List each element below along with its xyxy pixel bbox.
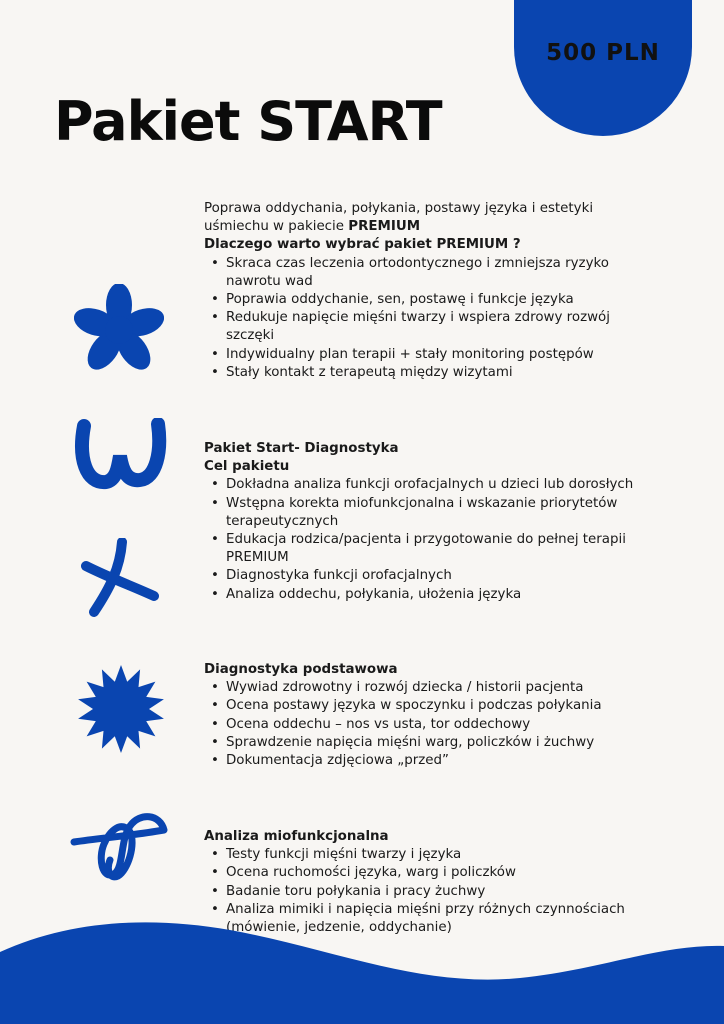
- intro-question-text: Dlaczego warto wybrać pakiet PREMIUM ?: [204, 237, 521, 253]
- intro-text: Poprawa oddychania, połykania, postawy języka i estetyki uśmiechu w pakiecie: [204, 201, 594, 235]
- list-item: • Analiza mimiki i napięcia mięśni przy różnych czynnościach (mówienie, jedzenie, oddychanie): [204, 901, 644, 937]
- list-item: • Stały kontakt z terapeutą między wizytami: [204, 364, 644, 382]
- myo-heading-text: Analiza miofunkcjonalna: [204, 829, 389, 844]
- list-item: • Redukuje napięcie mięśni twarzy i wspiera zdrowy rozwój szczęki: [204, 309, 644, 345]
- price-label: 500 PLN: [546, 40, 660, 66]
- basic-list: [204, 679, 644, 770]
- squiggle-w-shape-icon: [72, 418, 170, 492]
- list-item: • Poprawia oddychanie, sen, postawę i funkcje języka: [204, 291, 644, 309]
- intro-section: [204, 200, 644, 382]
- flower-shape-icon: [74, 284, 164, 376]
- loop-scribble-shape-icon: [70, 808, 170, 884]
- list-item: • Ocena postawy języka w spoczynku i podczas połykania: [204, 697, 644, 715]
- basic-section: [204, 661, 644, 770]
- list-item: • Diagnostyka funkcji orofacjalnych: [204, 567, 644, 585]
- benefits-list: [204, 255, 644, 382]
- list-item: • Testy funkcji mięśni twarzy i języka: [204, 846, 644, 864]
- diagnostics-section: [204, 440, 644, 604]
- list-item: • Wstępna korekta miofunkcjonalna i wskazanie priorytetów terapeutycznych: [204, 495, 644, 531]
- list-item: • Skraca czas leczenia ortodontycznego i zmniejsza ryzyko nawrotu wad: [204, 255, 644, 291]
- basic-heading-text: Diagnostyka podstawowa: [204, 662, 398, 677]
- diagnostics-heading-text: Pakiet Start- Diagnostyka: [204, 441, 399, 456]
- myo-heading: [204, 828, 644, 846]
- list-item: • Analiza oddechu, połykania, ułożenia języka: [204, 586, 644, 604]
- diagnostics-subheading-text: Cel pakietu: [204, 459, 290, 475]
- diagnostics-heading: [204, 440, 644, 458]
- diagnostics-list: [204, 476, 644, 603]
- list-item: • Sprawdzenie napięcia mięśni warg, policzków i żuchwy: [204, 734, 644, 752]
- price-badge-shape: [514, 0, 692, 136]
- diagnostics-subheading: [204, 458, 644, 476]
- list-item: • Dokumentacja zdjęciowa „przed”: [204, 752, 644, 770]
- intro-highlight: PREMIUM: [348, 219, 421, 235]
- list-item: • Indywidualny plan terapii + stały monitoring postępów: [204, 346, 644, 364]
- intro-question: [204, 236, 644, 254]
- list-item: • Badanie toru połykania i pracy żuchwy: [204, 883, 644, 901]
- starburst-shape-icon: [74, 664, 168, 754]
- list-item: • Wywiad zdrowotny i rozwój dziecka / historii pacjenta: [204, 679, 644, 697]
- intro-paragraph: [204, 200, 644, 236]
- cross-shape-icon: [80, 538, 160, 618]
- bottom-wave-shape: [0, 900, 724, 1024]
- page-title: Pakiet START: [54, 90, 442, 153]
- basic-heading: [204, 661, 644, 679]
- list-item: • Dokładna analiza funkcji orofacjalnych u dzieci lub dorosłych: [204, 476, 644, 494]
- list-item: • Edukacja rodzica/pacjenta i przygotowanie do pełnej terapii PREMIUM: [204, 531, 644, 567]
- list-item: • Ocena ruchomości języka, warg i policzków: [204, 864, 644, 882]
- list-item: • Ocena oddechu – nos vs usta, tor oddechowy: [204, 716, 644, 734]
